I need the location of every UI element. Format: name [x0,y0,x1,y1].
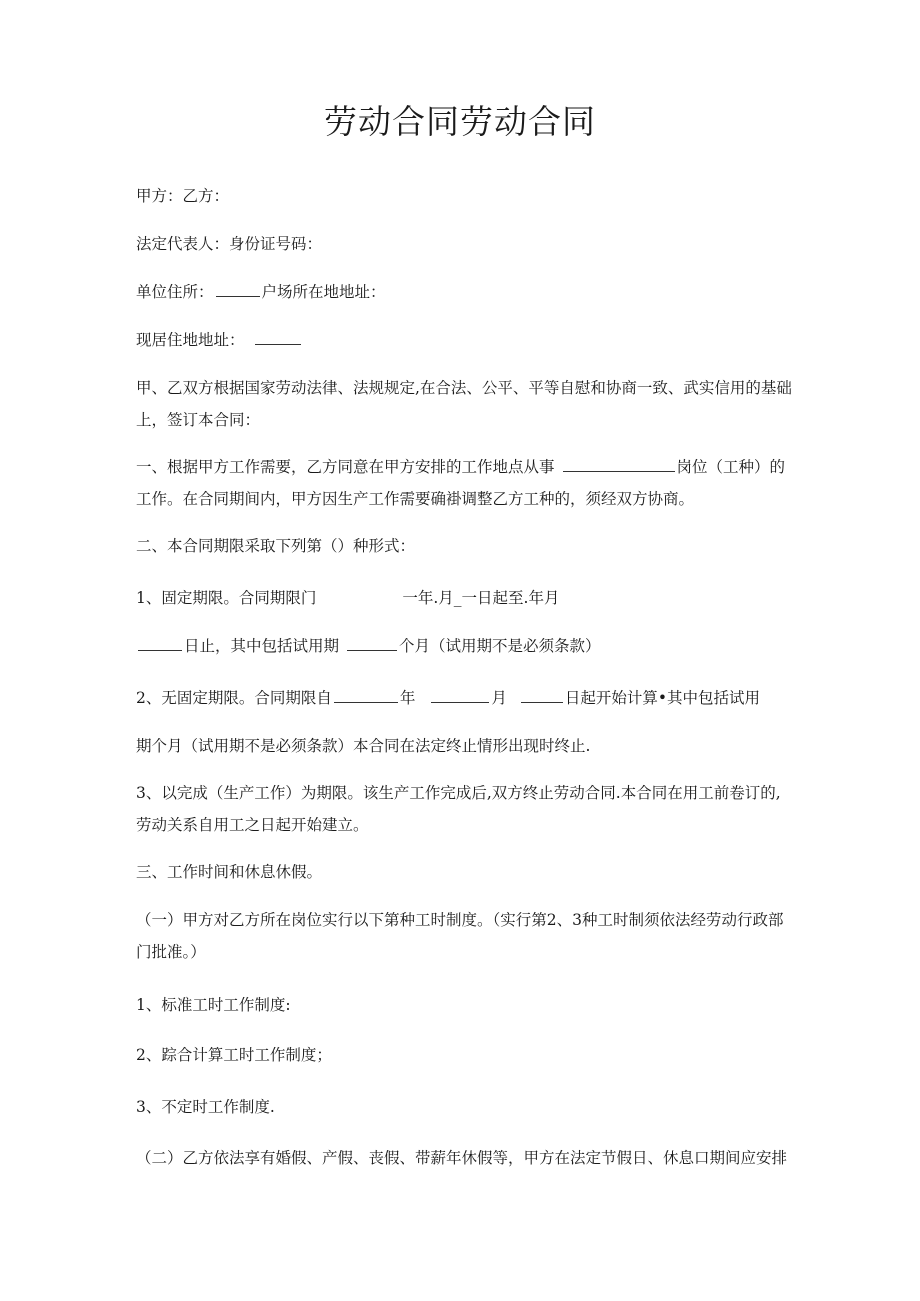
blank-field [521,688,563,703]
clause-one-text: 一、根据甲方工作需要，乙方同意在甲方安排的工作地点从事 [136,458,555,476]
open-term-tail: 日起开始计算•其中包括试用 [564,689,761,707]
hours-option-3: 3、不定时工作制度. [136,1098,275,1116]
hours-system-line-1: （一）甲方对乙方所在岗位实行以下第种工时制度。（实行第2、3种工时制须依法经劳动行政部 [136,911,784,929]
fixed-term-text: 1、固定期限。合同期限门 [136,589,317,607]
address-line [136,282,796,302]
clause-one-line-1 [136,457,796,477]
clause-three-heading: 三、工作时间和休息休假。 [136,863,323,881]
party-line: 甲方：乙方： [136,187,230,205]
blank-field [563,457,675,472]
blank-field [138,636,182,651]
task-term-line-2: 劳动关系自用工之日起开始建立。 [136,816,369,834]
fixed-term-line [136,588,796,608]
residence-line [136,330,796,350]
probation-line [136,636,796,656]
unit-address-label: 单位住所： [136,283,214,301]
blank-field [255,330,301,345]
open-term-line-2: 期个月（试用期不是必须条款）本合同在法定终止情形出现时终止. [136,737,591,755]
document-title: 劳动合同劳动合同 [324,102,596,141]
household-address-label: 户场所在地地址： [261,283,386,301]
clause-one-line-2: 工作。在合同期间内，甲方因生产工作需要确褂调整乙方工种的，须经双方协商。 [136,490,695,508]
blank-field [216,282,260,297]
probation-text: 日止，其中包括试用期 [184,637,340,655]
intro-paragraph-line-2: 上，签订本合同： [136,411,261,429]
year-label: 年 [399,689,416,707]
leave-line: （二）乙方依法享有婚假、产假、丧假、带薪年休假等，甲方在法定节假日、休息口期间应安排 [136,1149,788,1167]
probation-note: 个月（试用期不是必须条款） [399,637,601,655]
blank-field [347,636,397,651]
open-term-text: 2、无固定期限。合同期限自 [136,689,332,707]
representative-line: 法定代表人：身份证号码： [136,235,323,253]
blank-field [431,688,489,703]
hours-option-1: 1、标准工时工作制度: [136,996,291,1014]
task-term-line-1: 3、以完成（生产工作）为期限。该生产工作完成后,双方终止劳动合同.本合同在用工前卷订的, [136,784,781,802]
clause-one-post-text: 岗位（工种）的 [676,458,786,476]
intro-paragraph-line-1: 甲、乙双方根据国家劳动法律、法规规定,在合法、公平、平等自慰和协商一致、武实信用的基础 [136,379,792,397]
open-term-line [136,688,796,708]
blank-field [334,688,398,703]
fixed-term-dates: 一年.月_一日起至.年月 [402,589,560,607]
residence-label: 现居住地地址： [136,331,245,349]
month-label: 月 [491,689,507,707]
hours-system-line-2: 门批准。） [136,943,206,961]
hours-option-2: 2、踪合计算工时工作制度； [136,1046,332,1064]
clause-two-heading: 二、本合同期限采取下列第（）种形式： [136,537,416,555]
